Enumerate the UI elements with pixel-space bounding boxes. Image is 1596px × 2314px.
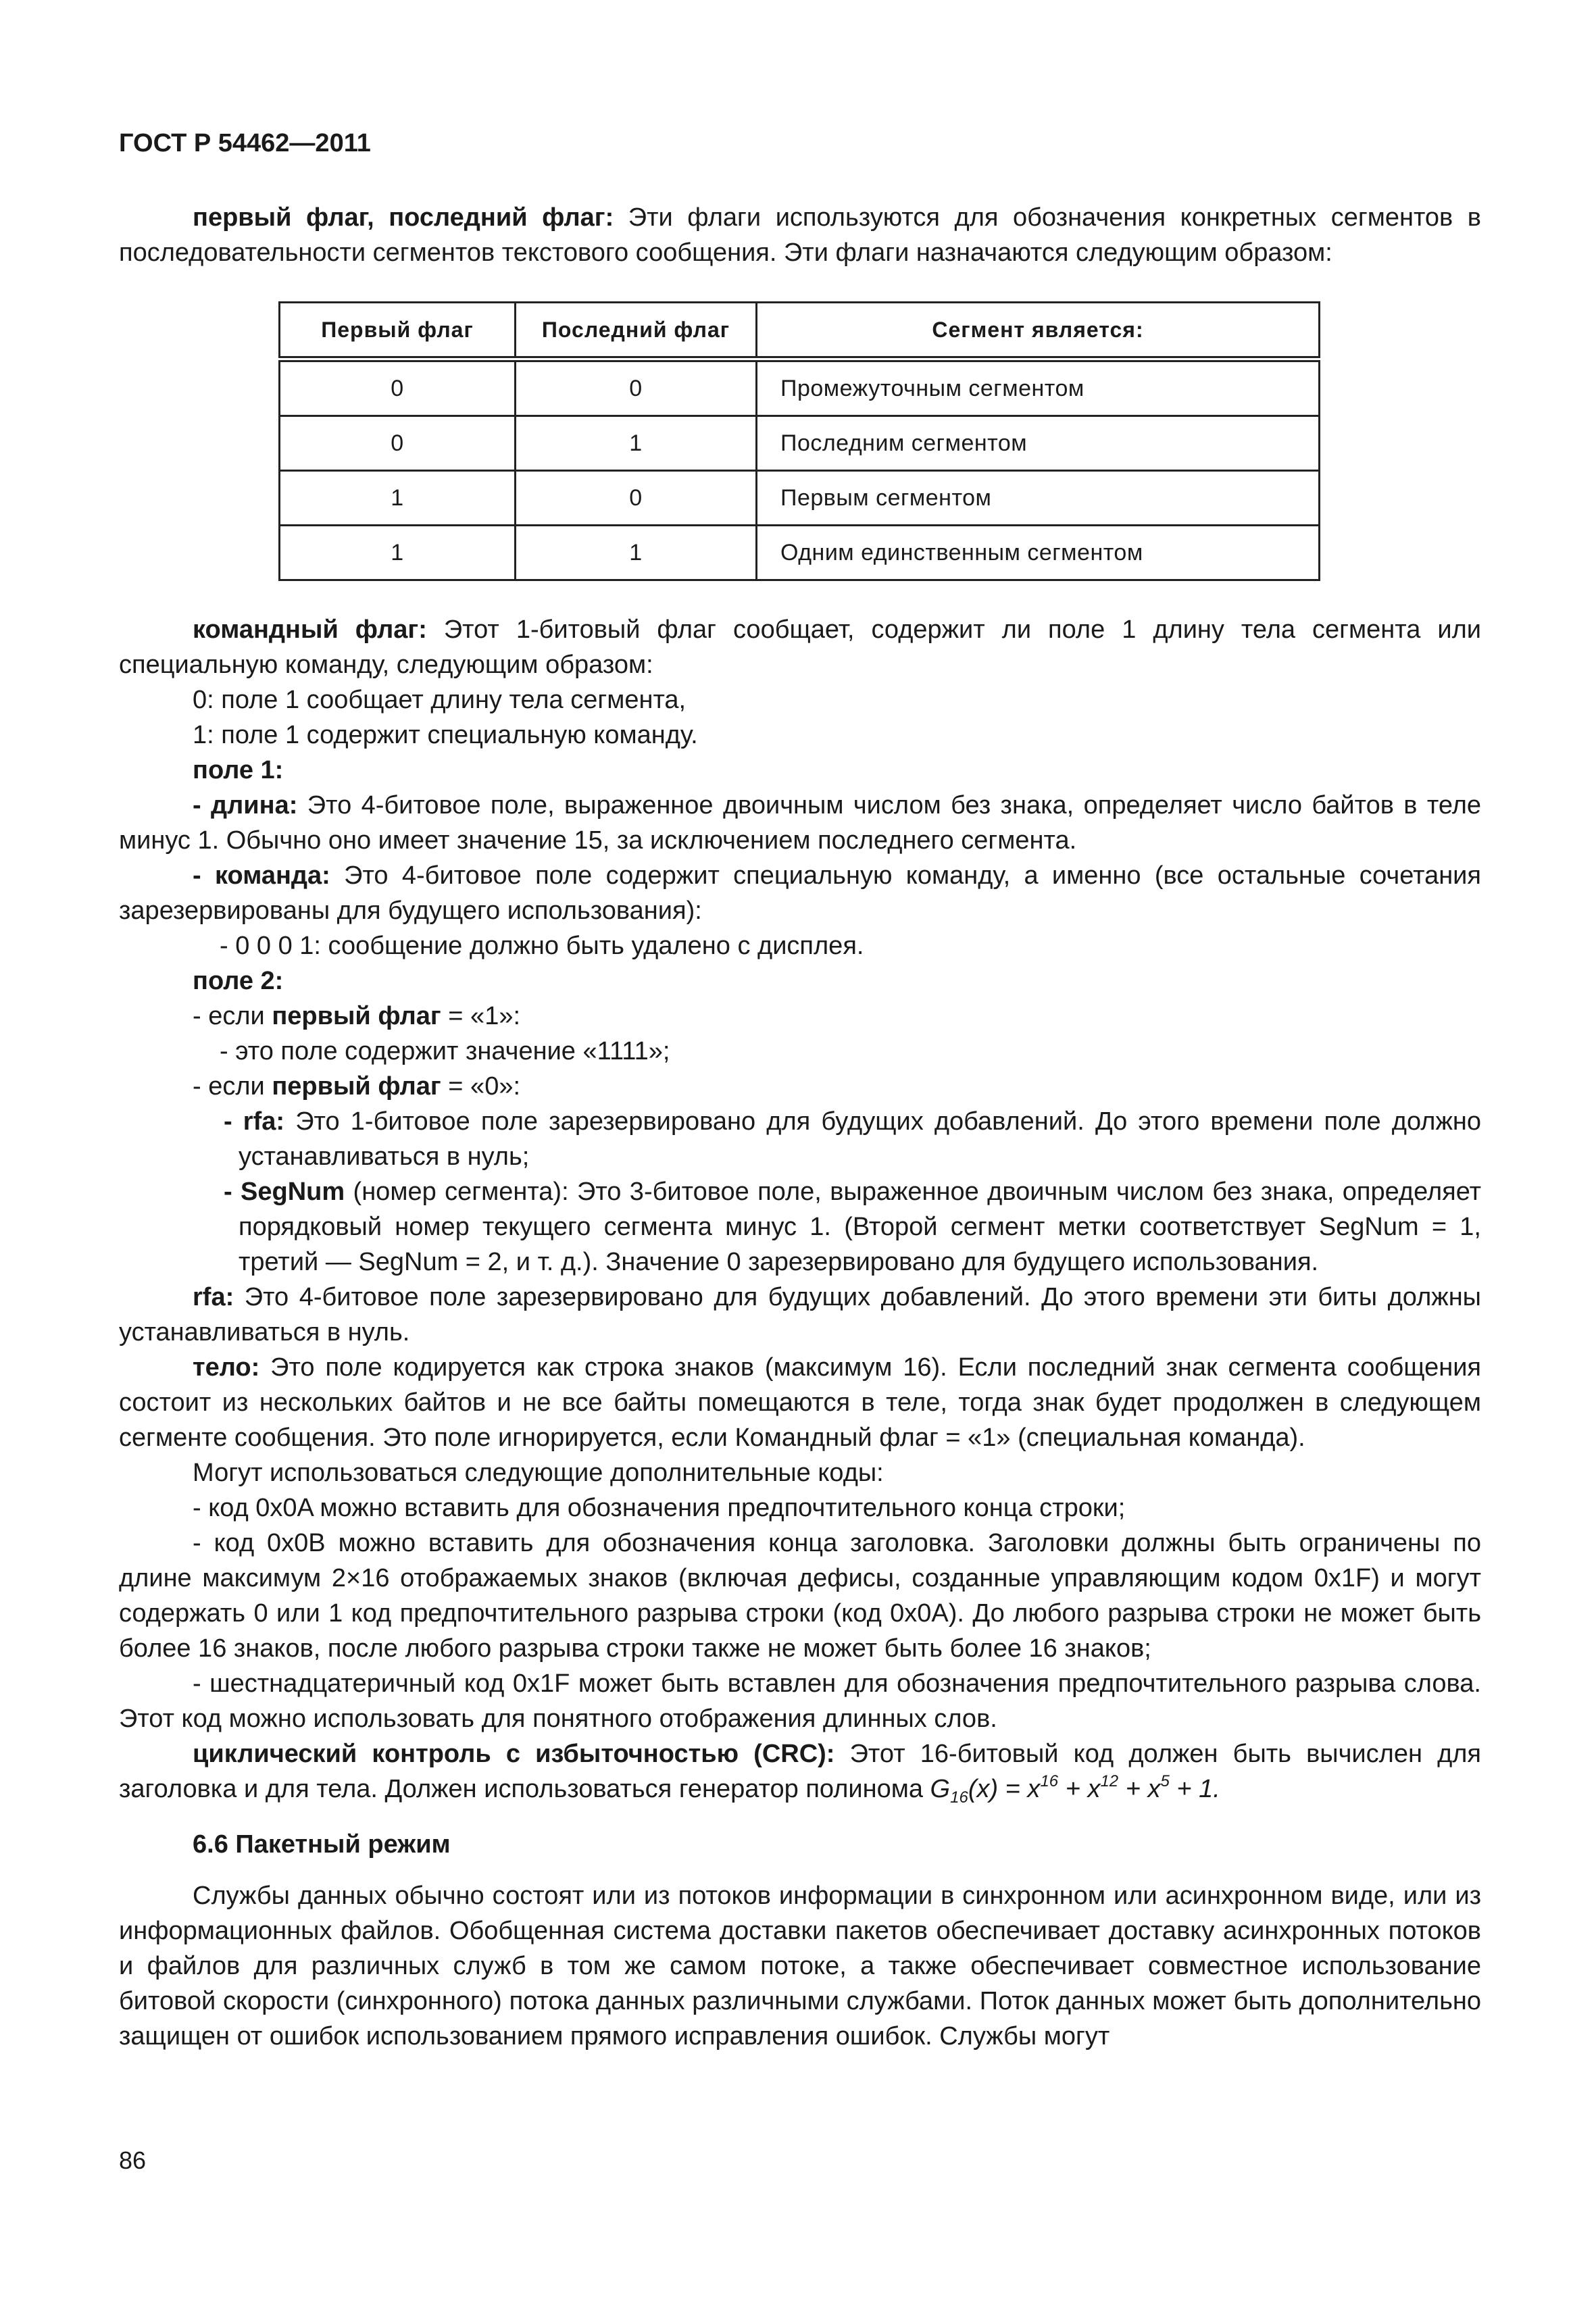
formula-g-subscript: 16 (950, 1788, 968, 1807)
length-text: Это 4-битовое поле, выраженное двоичным числом без знака, определяет число байтов в теле минус 1. Обычно оно имеет значение 15, за исключением последнего сегмента. (119, 791, 1481, 855)
section-title: 6.6 Пакетный режим (193, 1830, 451, 1859)
code-0x1f: - шестнадцатеричный код 0x1F может быть вставлен для обозначения предпочтительного разрыва слова. Этот код можно использовать для понятного отображения длинных слов. (119, 1669, 1481, 1733)
formula-exp-2: 12 (1100, 1772, 1119, 1790)
flags-table-wrapper (278, 301, 1481, 581)
rfa-1bit-paragraph (119, 1104, 1481, 1174)
field2-heading (119, 963, 1481, 999)
flags-table (278, 301, 1320, 581)
term-first-flag: первый флаг (272, 1072, 441, 1101)
crc-paragraph (119, 1736, 1481, 1807)
if-prefix: - если (193, 1002, 272, 1030)
term-crc: циклический контроль с избыточностью (CRC): (193, 1740, 835, 1768)
command-flag-option-0: 0: поле 1 сообщает длину тела сегмента, (193, 686, 687, 714)
field1-label: поле 1: (193, 756, 284, 784)
if-value: = «0»: (441, 1072, 521, 1101)
term-length: - длина: (193, 791, 298, 820)
body-paragraph (119, 1350, 1481, 1455)
cell-last-flag: 0 (516, 359, 757, 416)
term-body: тело: (193, 1353, 260, 1382)
formula-g: G (930, 1775, 951, 1803)
if-value: = «1»: (441, 1002, 521, 1030)
command-flag-paragraph (119, 612, 1481, 682)
if-first-flag-1-item: - это поле содержит значение «1111»; (220, 1037, 670, 1065)
cell-first-flag: 0 (280, 359, 516, 416)
header-first-flag: Первый флаг (280, 303, 516, 359)
polynomial-formula (930, 1772, 1220, 1807)
formula-term-3: + x (1118, 1775, 1161, 1803)
formula-term-2: + x (1058, 1775, 1101, 1803)
header-last-flag: Последний флаг (516, 303, 757, 359)
page-content (119, 200, 1481, 2054)
document-code: ГОСТ Р 54462—2011 (119, 129, 371, 157)
term-rfa: - rfa: (224, 1107, 285, 1136)
formula-exp-1: 16 (1040, 1772, 1059, 1790)
cell-last-flag: 1 (516, 416, 757, 471)
formula-exp-3: 5 (1160, 1772, 1170, 1790)
cell-segment: Одним единственным сегментом (757, 526, 1320, 580)
command-item: - 0 0 0 1: сообщение должно быть удалено с дисплея. (220, 932, 864, 960)
crc-text: Этот 16-битовый код должен быть вычислен для заголовка и для тела. Должен использоваться генератор полинома (119, 1740, 1482, 1803)
term-command-flag: командный флаг: (193, 615, 427, 644)
cell-last-flag: 0 (516, 471, 757, 526)
command-text: Это 4-битовое поле содержит специальную команду, а именно (все остальные сочетания зарезервированы для будущего использования): (119, 861, 1481, 925)
cell-segment: Первым сегментом (757, 471, 1320, 526)
intro-text: Эти флаги используются для обозначения конкретных сегментов в последовательности сегментов текстового сообщения. Эти флаги назначаются следующим образом: (119, 203, 1481, 267)
table-row (280, 359, 1320, 416)
formula-tail: + 1. (1169, 1775, 1220, 1803)
term-first-flag: первый флаг (272, 1002, 441, 1030)
header-segment: Сегмент является: (757, 303, 1320, 359)
rfa-4bit-text: Это 4-битовое поле зарезервировано для будущих добавлений. До этого времени эти биты должны устанавливаться в нуль. (119, 1283, 1481, 1347)
cell-segment: Последним сегментом (757, 416, 1320, 471)
codes-intro: Могут использоваться следующие дополнительные коды: (193, 1459, 884, 1487)
term-rfa-4bit: rfa: (193, 1283, 234, 1311)
rfa-4bit-paragraph (119, 1280, 1481, 1350)
section-paragraph: Службы данных обычно состоят или из потоков информации в синхронном или асинхронном виде, или из информационных файлов. Обобщенная система доставки пакетов обеспечивает доставку асинхронных потоков и файлов для различных служб в том же самом потоке, а также обеспечивает совместное использование битовой скорости (синхронного) потока данных различными службами. Поток данных может быть дополнительно защищен от ошибок использованием прямого исправления ошибок. Службы могут (119, 1882, 1481, 2051)
term-first-last-flag: первый флаг, последний флаг: (193, 203, 614, 232)
formula-lhs: (x) = x (968, 1775, 1041, 1803)
command-flag-text: Этот 1-битовый флаг сообщает, содержит ли поле 1 длину тела сегмента или специальную команду, следующим образом: (119, 615, 1481, 679)
code-0x0b: - код 0x0B можно вставить для обозначения конца заголовка. Заголовки должны быть ограничены по длине максимум 2×16 отображаемых знаков (включая дефисы, созданные управляющим кодом 0x1F) и могут содержать 0 или 1 код предпочтительного разрыва строки (код 0x0A). До любого разрыва строки не может быть более 16 знаков, после любого разрыва строки также не может быть более 16 знаков; (119, 1529, 1481, 1663)
table-row (280, 471, 1320, 526)
cell-segment: Промежуточным сегментом (757, 359, 1320, 416)
table-row (280, 416, 1320, 471)
field2-label: поле 2: (193, 967, 284, 995)
if-first-flag-1 (119, 999, 1481, 1034)
code-0x0a: - код 0x0A можно вставить для обозначения предпочтительного конца строки; (193, 1494, 1126, 1522)
if-prefix: - если (193, 1072, 272, 1101)
if-first-flag-0 (119, 1069, 1481, 1104)
table-row (280, 526, 1320, 580)
cell-last-flag: 1 (516, 526, 757, 580)
term-segnum: - SegNum (224, 1178, 345, 1206)
table-header-row (280, 303, 1320, 359)
cell-first-flag: 1 (280, 526, 516, 580)
cell-first-flag: 1 (280, 471, 516, 526)
cell-first-flag: 0 (280, 416, 516, 471)
body-text: Это поле кодируется как строка знаков (максимум 16). Если последний знак сегмента сообщения состоит из нескольких байтов и не все байты помещаются в теле, тогда знак будет продолжен в следующем сегменте сообщения. Это поле игнорируется, если Командный флаг = «1» (специальная команда). (119, 1353, 1481, 1452)
command-paragraph (119, 858, 1481, 928)
segnum-text: (номер сегмента): Это 3-битовое поле, выраженное двоичным числом без знака, определяет порядковый номер текущего сегмента минус 1. (Второй сегмент метки соответствует SegNum = 1, третий — SegNum = 2, и т. д.). Значение 0 зарезервировано для будущего использования. (239, 1178, 1481, 1276)
page-number: 86 (119, 2146, 147, 2174)
length-paragraph (119, 788, 1481, 858)
term-command: - команда: (193, 861, 330, 890)
command-flag-option-1: 1: поле 1 содержит специальную команду. (193, 721, 698, 749)
rfa-1bit-text: Это 1-битовое поле зарезервировано для будущих добавлений. До этого времени поле должно устанавливаться в нуль; (239, 1107, 1481, 1171)
segnum-paragraph (119, 1174, 1481, 1280)
intro-paragraph (119, 200, 1481, 270)
field1-heading (119, 753, 1481, 788)
